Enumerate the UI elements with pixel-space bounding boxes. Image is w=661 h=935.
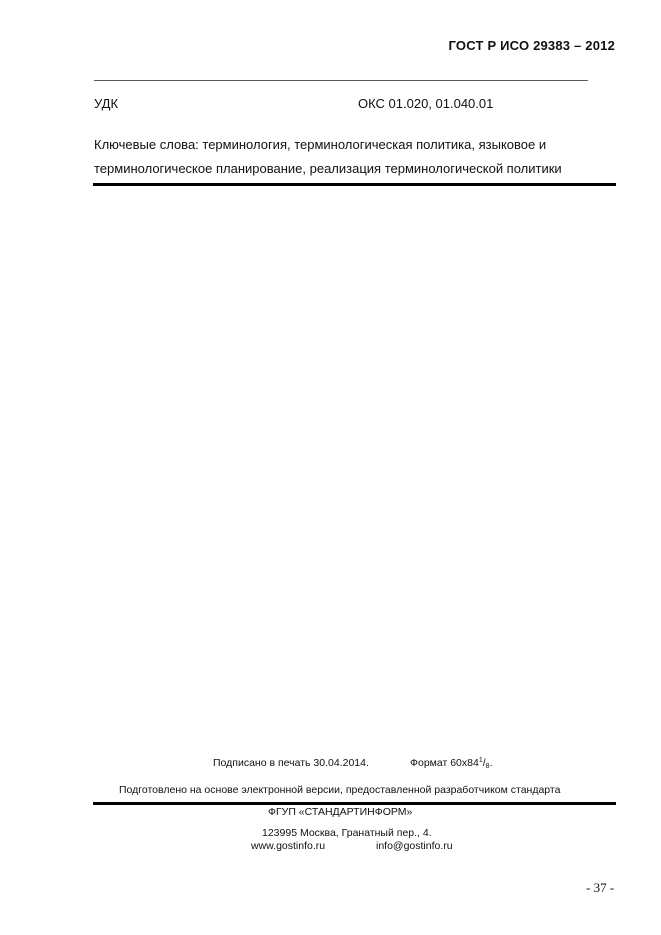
signed-date: Подписано в печать 30.04.2014.	[213, 757, 369, 769]
prepared-note: Подготовлено на основе электронной версии, предоставленной разработчиком стандарта	[119, 784, 561, 796]
publisher-organization: ФГУП «СТАНДАРТИНФОРМ»	[268, 806, 413, 818]
keywords-line-1: Ключевые слова: терминология, терминологическая политика, языковое и	[94, 137, 547, 152]
format-numerator: 1	[478, 757, 483, 764]
keywords-line-2: терминологическое планирование, реализация терминологической политики	[94, 161, 562, 176]
standard-title: ГОСТ Р ИСО 29383 – 2012	[448, 38, 615, 53]
format-denominator: 8	[485, 763, 490, 770]
print-format: Формат $60x84^1/_8$.	[410, 757, 493, 770]
publisher-website-link[interactable]: www.gostinfo.ru	[251, 840, 326, 852]
udk-label: УДК	[94, 96, 119, 111]
page-number: - 37 -	[586, 880, 615, 895]
keywords-divider	[93, 183, 616, 186]
header-divider	[94, 80, 588, 81]
imprint-divider	[93, 802, 616, 805]
publisher-address: 123995 Москва, Гранатный пер., 4.	[262, 827, 432, 839]
oks-codes: ОКС 01.020, 01.040.01	[358, 96, 494, 111]
publisher-email-link[interactable]: info@gostinfo.ru	[376, 840, 453, 852]
format-prefix: Формат 60x84	[410, 757, 479, 769]
format-suffix: .	[489, 757, 493, 769]
